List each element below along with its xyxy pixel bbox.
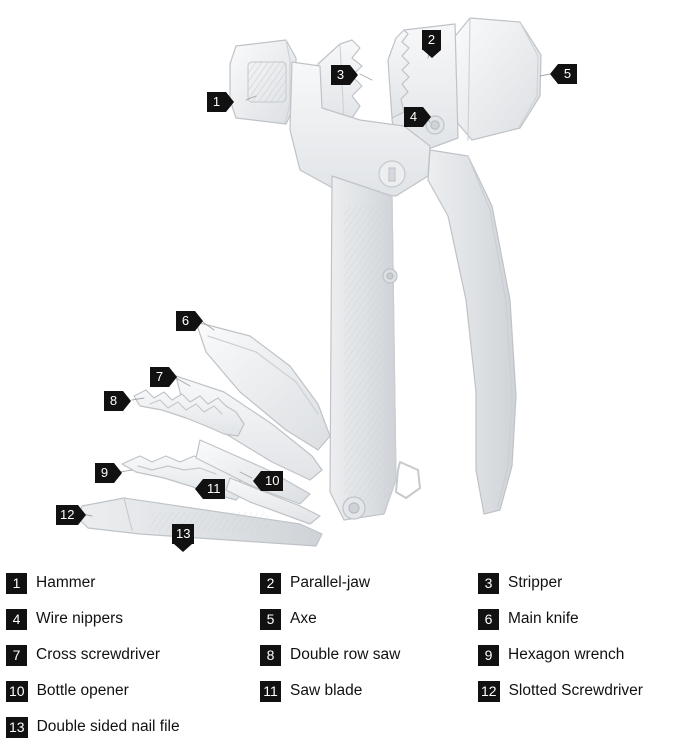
- legend-item-4: [0, 601, 256, 637]
- legend-label: Stripper: [508, 574, 563, 591]
- legend-number: 8: [260, 645, 281, 666]
- legend-item-13: [0, 709, 256, 745]
- callout-6: [176, 311, 203, 331]
- callout-7-number: 7: [150, 367, 169, 387]
- legend-item-10: [0, 673, 256, 709]
- callout-3-number: 3: [331, 65, 350, 85]
- legend-row: [0, 637, 679, 673]
- legend-item-8: [256, 637, 474, 673]
- legend-number: 9: [478, 645, 499, 666]
- legend-row: [0, 709, 679, 745]
- callout-8: [104, 391, 131, 411]
- legend-item-3: [474, 565, 679, 601]
- callout-3-pointer-icon: [350, 65, 358, 85]
- legend-number: 4: [6, 609, 27, 630]
- legend-item-6: [474, 601, 679, 637]
- legend-number: 13: [6, 717, 28, 738]
- callout-8-number: 8: [104, 391, 123, 411]
- legend-item-1: [0, 565, 256, 601]
- legend-number: 2: [260, 573, 281, 594]
- callout-4: [404, 107, 431, 127]
- legend-number: 5: [260, 609, 281, 630]
- legend-number: 7: [6, 645, 27, 666]
- callout-10-pointer-icon: [253, 471, 261, 491]
- callout-7: [150, 367, 177, 387]
- callout-13-number: 13: [172, 524, 194, 544]
- callout-8-pointer-icon: [123, 391, 131, 411]
- callout-2-number: 2: [422, 30, 441, 50]
- legend-row: [0, 601, 679, 637]
- legend-number: 11: [260, 681, 281, 702]
- legend-item-empty: [474, 709, 679, 745]
- legend-item-5: [256, 601, 474, 637]
- legend-label: Parallel-jaw: [290, 574, 371, 591]
- callout-11-number: 11: [203, 479, 225, 499]
- callout-10-number: 10: [261, 471, 283, 491]
- callout-4-number: 4: [404, 107, 423, 127]
- callout-2: [422, 30, 441, 58]
- legend-label: Double sided nail file: [36, 718, 180, 735]
- legend-number: 12: [478, 681, 500, 702]
- callout-9-number: 9: [95, 463, 114, 483]
- legend-item-7: [0, 637, 256, 673]
- callout-6-number: 6: [176, 311, 195, 331]
- legend-label: Hammer: [36, 574, 96, 591]
- legend-label: Bottle opener: [36, 682, 129, 699]
- callout-1: [207, 92, 234, 112]
- callout-9: [95, 463, 122, 483]
- legend-item-2: [256, 565, 474, 601]
- callout-5-number: 5: [558, 64, 577, 84]
- callout-3: [331, 65, 358, 85]
- callout-7-pointer-icon: [169, 367, 177, 387]
- callout-12-number: 12: [56, 505, 78, 525]
- callout-4-pointer-icon: [423, 107, 431, 127]
- callout-13-pointer-icon: [174, 544, 192, 552]
- legend-number: 6: [478, 609, 499, 630]
- legend-label: Double row saw: [290, 646, 401, 663]
- callout-5: [550, 64, 577, 84]
- legend-item-11: [256, 673, 474, 709]
- callout-2-pointer-icon: [423, 50, 441, 58]
- legend-label: Main knife: [508, 610, 579, 627]
- legend-row: [0, 565, 679, 601]
- callout-11: [195, 479, 225, 499]
- legend-number: 10: [6, 681, 28, 702]
- legend-item-12: [474, 673, 679, 709]
- callout-9-pointer-icon: [114, 463, 122, 483]
- legend-label: Slotted Screwdriver: [508, 682, 643, 699]
- legend-label: Hexagon wrench: [508, 646, 625, 663]
- callout-13: [172, 524, 194, 552]
- callout-12: [56, 505, 86, 525]
- legend-number: 1: [6, 573, 27, 594]
- callout-10: [253, 471, 283, 491]
- legend: [0, 565, 679, 749]
- legend-label: Cross screwdriver: [36, 646, 161, 663]
- legend-label: Axe: [290, 610, 317, 627]
- callout-6-pointer-icon: [195, 311, 203, 331]
- callout-1-pointer-icon: [226, 92, 234, 112]
- callout-5-pointer-icon: [550, 64, 558, 84]
- legend-number: 3: [478, 573, 499, 594]
- callout-12-pointer-icon: [78, 505, 86, 525]
- legend-label: Saw blade: [290, 682, 363, 699]
- legend-item-9: [474, 637, 679, 673]
- legend-label: Wire nippers: [36, 610, 123, 627]
- legend-row: [0, 673, 679, 709]
- legend-item-empty: [256, 709, 474, 745]
- callout-11-pointer-icon: [195, 479, 203, 499]
- callout-1-number: 1: [207, 92, 226, 112]
